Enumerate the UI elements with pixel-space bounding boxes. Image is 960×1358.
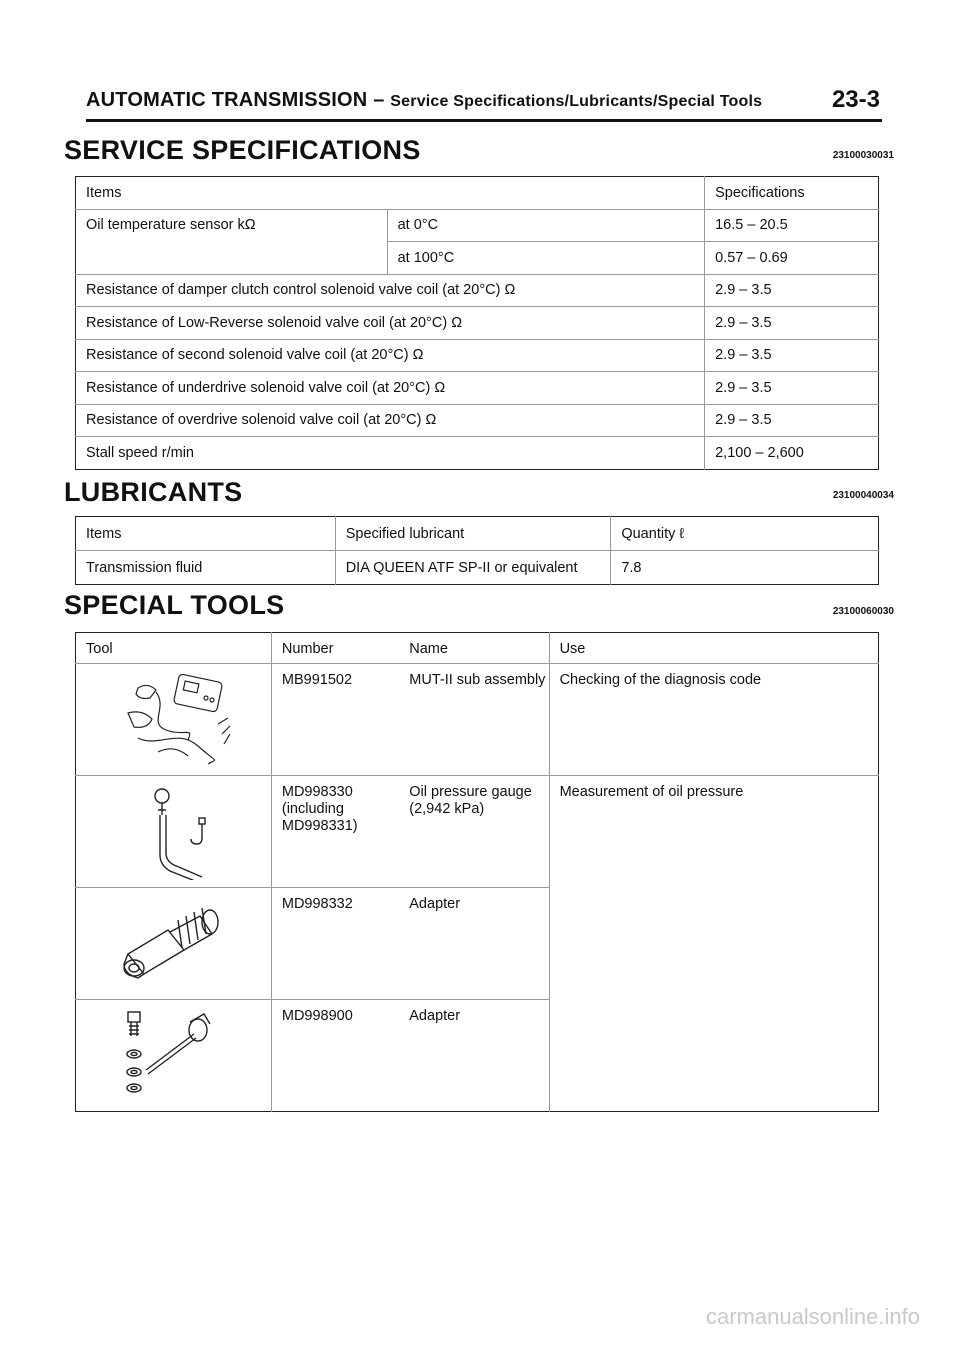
- table-row: [76, 339, 879, 372]
- spec-value: 2.9 – 3.5: [705, 339, 879, 372]
- special-tools-code: 23100060030: [832, 606, 894, 617]
- header-specified-lubricant: Specified lubricant: [335, 517, 611, 551]
- spec-condition: at 100°C: [387, 242, 705, 275]
- spec-value: 2.9 – 3.5: [705, 274, 879, 307]
- table-row: [76, 517, 879, 551]
- lubricants-title: LUBRICANTS: [64, 477, 243, 507]
- lubricant-item: Transmission fluid: [76, 551, 336, 585]
- spec-item: Resistance of damper clutch control solenoid valve coil (at 20°C) Ω: [76, 274, 705, 307]
- tool-use: Measurement of oil pressure: [549, 776, 878, 1112]
- spec-value: 2,100 – 2,600: [705, 437, 879, 470]
- page-number: 23-3: [831, 86, 880, 113]
- tool-image-cell: [76, 1000, 272, 1112]
- tool-name: MUT-II sub assembly: [399, 664, 549, 776]
- table-row: [76, 633, 879, 664]
- tool-number: MB991502: [271, 664, 399, 776]
- tool-number: MD998330 (including MD998331): [271, 776, 399, 888]
- table-row: [76, 307, 879, 340]
- adapter-hose-icon: [98, 1004, 248, 1104]
- header-quantity: Quantity ℓ: [611, 517, 879, 551]
- table-row: [76, 177, 879, 210]
- header-number: Number: [271, 633, 399, 664]
- spec-condition: at 0°C: [387, 209, 705, 242]
- spec-value: 0.57 – 0.69: [705, 242, 879, 275]
- spec-value: 16.5 – 20.5: [705, 209, 879, 242]
- lubricant-quantity: 7.8: [611, 551, 879, 585]
- tool-name: Adapter: [399, 888, 549, 1000]
- spec-item: Resistance of Low-Reverse solenoid valve coil (at 20°C) Ω: [76, 307, 705, 340]
- table-row: [76, 437, 879, 470]
- header-tool: Tool: [86, 641, 113, 657]
- header-subtitle: Service Specifications/Lubricants/Special Tools: [390, 93, 763, 110]
- table-row: [76, 274, 879, 307]
- service-specifications-title: SERVICE SPECIFICATIONS: [64, 135, 421, 165]
- watermark: carmanualsonline.info: [705, 1304, 920, 1329]
- spec-item: Resistance of overdrive solenoid valve coil (at 20°C) Ω: [76, 404, 705, 437]
- special-tools-table: [75, 632, 879, 1112]
- table-row: [76, 776, 879, 888]
- mut-ii-tester-icon: [98, 668, 248, 768]
- lubricants-code: 23100040034: [832, 490, 894, 501]
- tool-image-cell: [76, 888, 272, 1000]
- header-use: Use: [549, 633, 878, 664]
- header-items: Items: [86, 184, 122, 201]
- special-tools-title: SPECIAL TOOLS: [64, 590, 285, 620]
- tool-number: MD998332: [271, 888, 399, 1000]
- lubricants-table: [75, 516, 879, 585]
- tool-name: Adapter: [399, 1000, 549, 1112]
- adapter-fitting-icon: [98, 892, 248, 992]
- table-row: [76, 664, 879, 776]
- tool-use: Checking of the diagnosis code: [549, 664, 878, 776]
- table-row: [76, 372, 879, 405]
- header-items: Items: [86, 525, 122, 542]
- tool-name: Oil pressure gauge (2,942 kPa): [399, 776, 549, 888]
- header-rule: [86, 119, 882, 122]
- header-title: AUTOMATIC TRANSMISSION – Service Specifications/Lubricants/Special Tools: [86, 89, 763, 111]
- service-specifications-table: [75, 176, 879, 470]
- table-row: [76, 209, 879, 242]
- header-specifications: Specifications: [705, 177, 879, 210]
- tool-image-cell: [76, 776, 272, 888]
- header-name: Name: [409, 641, 448, 657]
- spec-item: Resistance of underdrive solenoid valve coil (at 20°C) Ω: [76, 372, 705, 405]
- table-row: [76, 551, 879, 585]
- lubricant-name: DIA QUEEN ATF SP-II or equivalent: [335, 551, 611, 585]
- spec-value: 2.9 – 3.5: [705, 307, 879, 340]
- spec-value: 2.9 – 3.5: [705, 404, 879, 437]
- tool-number: MD998900: [271, 1000, 399, 1112]
- oil-pressure-gauge-icon: [98, 780, 248, 880]
- table-row: [76, 404, 879, 437]
- tool-image-cell: [76, 664, 272, 776]
- spec-value: 2.9 – 3.5: [705, 372, 879, 405]
- page-header: [86, 86, 880, 120]
- spec-item: Resistance of second solenoid valve coil (at 20°C) Ω: [76, 339, 705, 372]
- spec-item: Stall speed r/min: [76, 437, 705, 470]
- service-specifications-code: 23100030031: [832, 150, 894, 161]
- spec-item: Oil temperature sensor kΩ: [76, 209, 388, 274]
